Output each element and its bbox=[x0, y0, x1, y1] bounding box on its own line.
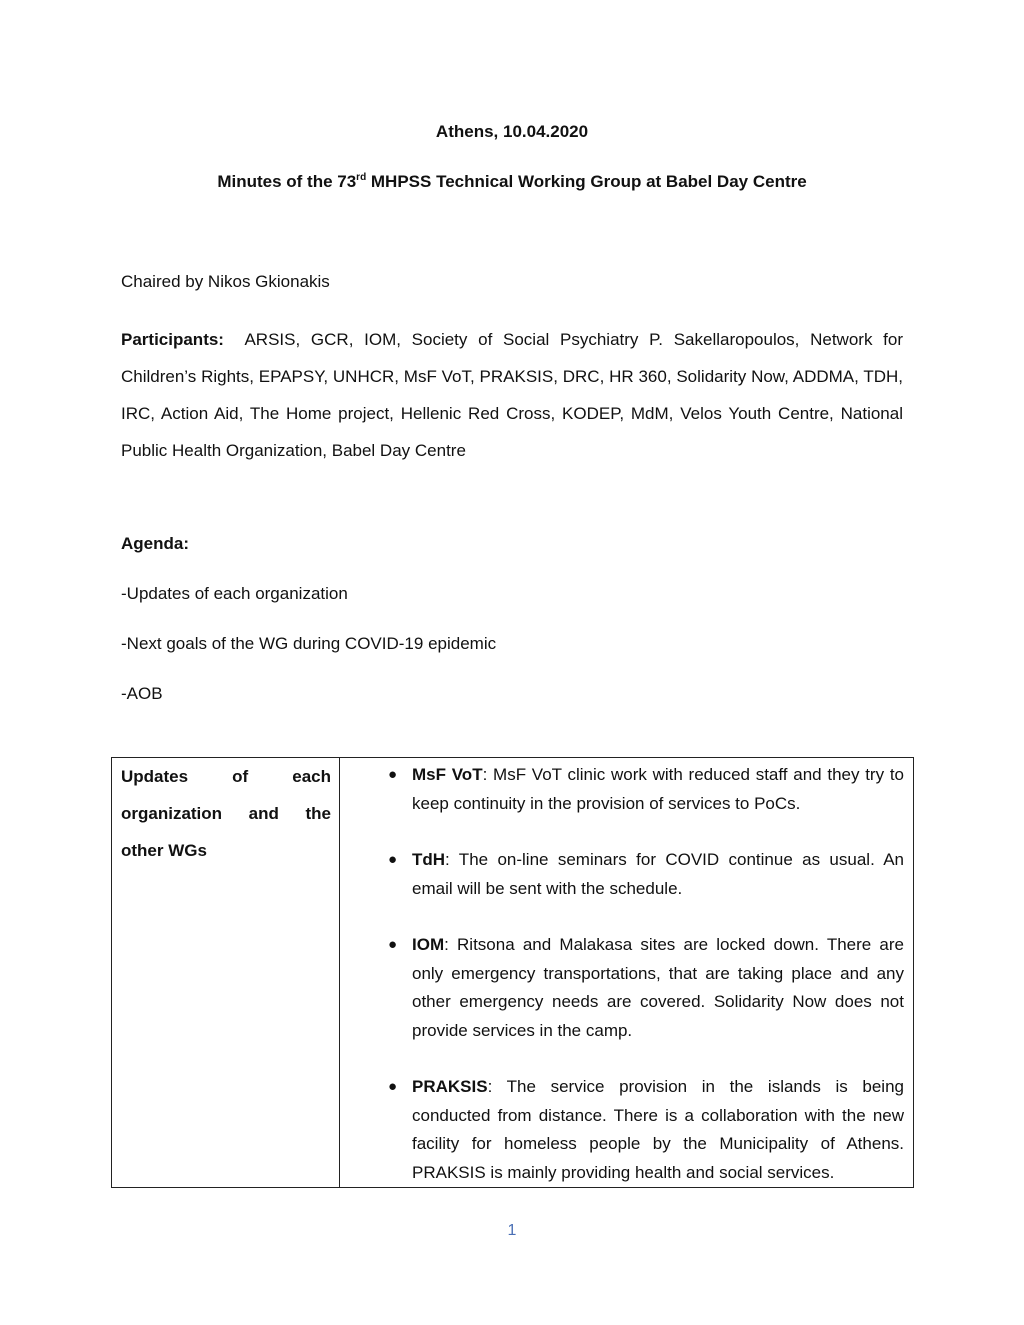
org-update-text: : The service provision in the islands is being conducted from distance. There is a collaboration with the new facility for homeless people by the Municipality of Athens. PRAKSIS is mainly providing health and social services. bbox=[412, 1077, 904, 1182]
minutes-title bbox=[0, 172, 1024, 192]
title-superscript: rd bbox=[356, 172, 367, 183]
org-name: PRAKSIS bbox=[412, 1077, 488, 1096]
agenda-item: -Updates of each organization bbox=[121, 584, 348, 603]
title-prefix: Minutes of the 73 bbox=[217, 172, 357, 191]
list-item bbox=[340, 1073, 904, 1187]
agenda-item: -AOB bbox=[121, 684, 163, 703]
participants-label: Participants: bbox=[121, 330, 224, 349]
place-date-heading: Athens, 10.04.2020 bbox=[435, 122, 589, 141]
org-name: IOM bbox=[412, 935, 445, 954]
updates-content-cell bbox=[340, 758, 914, 1188]
participants-paragraph bbox=[121, 321, 903, 469]
agenda-item: -Next goals of the WG during COVID-19 epidemic bbox=[121, 634, 497, 653]
title-suffix: MHPSS Technical Working Group at Babel Day Centre bbox=[366, 172, 807, 191]
bullet-icon: ● bbox=[388, 851, 398, 868]
bullet-icon: ● bbox=[388, 936, 398, 953]
org-name: TdH bbox=[412, 850, 446, 869]
updates-heading-cell: Updates of each organization and the other WGs bbox=[112, 758, 340, 1188]
updates-list bbox=[340, 761, 904, 1187]
list-item bbox=[340, 761, 904, 818]
table-row bbox=[112, 758, 914, 1188]
page-number: 1 bbox=[507, 1222, 517, 1239]
updates-table bbox=[111, 757, 914, 1188]
org-update-text: : MsF VoT clinic work with reduced staff and they try to keep continuity in the provision of services to PoCs. bbox=[412, 765, 904, 813]
org-update-text: : The on-line seminars for COVID continue as usual. An email will be sent with the schedule. bbox=[412, 850, 904, 898]
bullet-icon: ● bbox=[388, 1078, 398, 1095]
org-update-text: : Ritsona and Malakasa sites are locked down. There are only emergency transportations, that are taking place and any other emergency needs are covered. Solidarity Now does not provide services in the camp. bbox=[412, 935, 904, 1040]
participants-list: ARSIS, GCR, IOM, Society of Social Psychiatry P. Sakellaropoulos, Network for Children’s Rights, EPAPSY, UNHCR, MsF VoT, PRAKSIS, DRC, HR 360, Solidarity Now, ADDMA, TDH, IRC, Action Aid, The Home project, Hellenic Red Cross, KODEP, MdM, Velos Youth Centre, National Public Health Organization, Babel Day Centre bbox=[121, 330, 903, 460]
org-name: MsF VoT bbox=[412, 765, 483, 784]
bullet-icon: ● bbox=[388, 766, 398, 783]
list-item bbox=[340, 846, 904, 903]
list-item bbox=[340, 931, 904, 1045]
agenda-label: Agenda: bbox=[121, 534, 189, 553]
chair-line: Chaired by Nikos Gkionakis bbox=[121, 272, 330, 291]
